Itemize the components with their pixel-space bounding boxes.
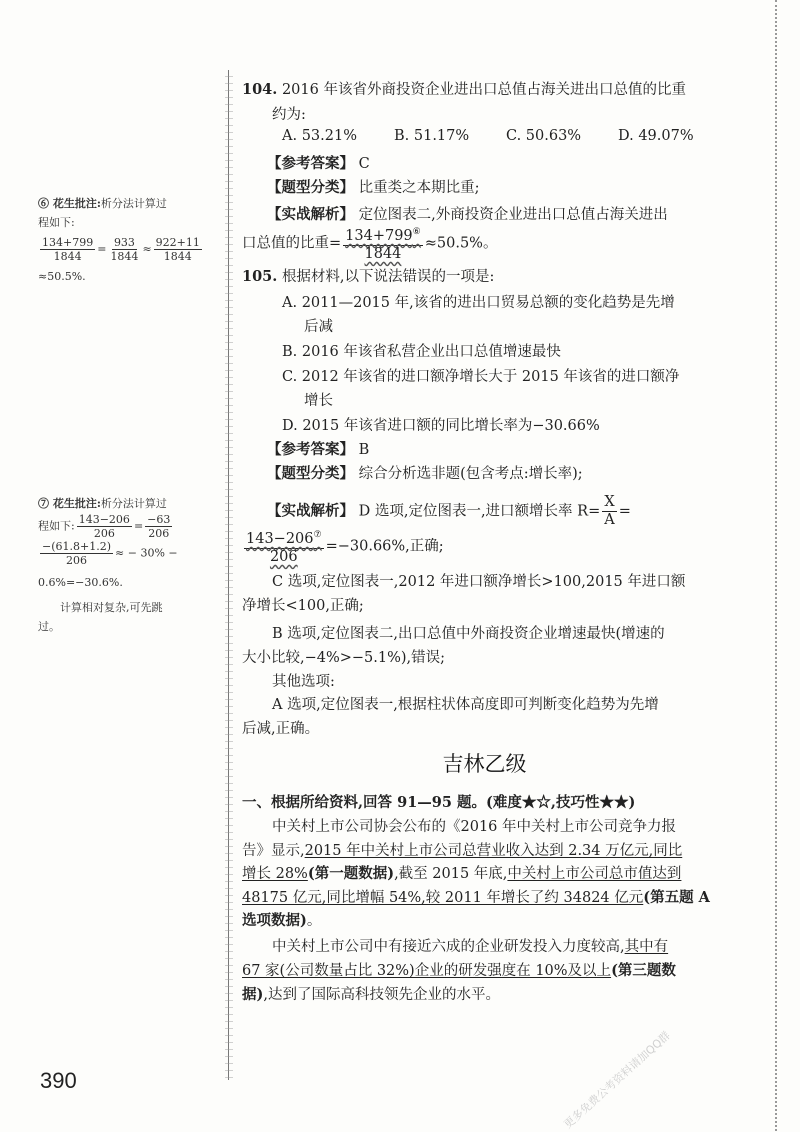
type-label: 【题型分类】 — [267, 179, 354, 196]
note-tip: 计算相对复杂,可先跳 — [60, 601, 163, 614]
note-text: 程如下: — [38, 216, 75, 229]
page-edge-perforation — [775, 0, 777, 1131]
page-number: 390 — [40, 1068, 77, 1093]
question-stem: 根据材料,以下说法错误的一项是: — [281, 269, 495, 285]
question-stem: 2016 年该省外商投资企业进出口总值占海关进出口总值的比重 — [281, 82, 686, 98]
analysis-label: 【实战解析】 — [267, 206, 354, 223]
paragraph-line: 增长 28%(第一题数据),截至 2015 年底,中关村上市公司总市值达到 — [242, 865, 682, 882]
fraction: $\frac{X}{A}$ — [604, 494, 615, 528]
analysis-c: C 选项,定位图表一,2012 年进口额净增长>100,2015 年进口额 — [272, 574, 686, 590]
note-text: 析分法计算过 — [100, 197, 167, 210]
part-heading: 一、根据所给资料,回答 91—95 题。(难度★☆,技巧性★★) — [242, 794, 636, 811]
question-stem: 约为: — [272, 107, 306, 123]
question-number: 105. — [242, 268, 278, 285]
question-number: 104. — [242, 81, 278, 98]
option-a: A. 53.21% — [282, 128, 357, 144]
note-text: ≈ − 30% − — [115, 546, 178, 560]
analysis-a-cont: 后减,正确。 — [242, 721, 320, 737]
answer-label: 【参考答案】 — [267, 441, 354, 458]
fraction: $\frac{143-206}{206}$ — [78, 513, 130, 540]
analysis-text: 口总值的比重= — [242, 235, 342, 252]
note-text: 程如下: — [38, 519, 75, 533]
option-d: D. 49.07% — [618, 128, 694, 144]
sidebar-note-6 — [38, 194, 223, 286]
note-label: ⑥ 花生批注: — [38, 197, 101, 210]
equals: = — [618, 503, 631, 520]
analysis-formula — [242, 527, 444, 566]
paragraph-line: 中关村上市公司中有接近六成的企业研发投入力度较高,其中有 — [272, 939, 669, 955]
note-tip: 过。 — [38, 620, 60, 633]
fraction: $\frac{922+11}{1844}$ — [155, 236, 200, 263]
option-a: A. 2011—2015 年,该省的进出口贸易总额的变化趋势是先增 — [282, 295, 675, 311]
option-b: B. 2016 年该省私营企业出口总值增速最快 — [282, 344, 561, 360]
fraction: $\frac{-63}{206}$ — [147, 513, 171, 540]
type-value: 比重类之本期比重; — [358, 180, 480, 196]
note-text: 0.6%=−30.6%. — [38, 576, 123, 589]
fraction: $\frac{143-206^⑦}{206}$ — [244, 527, 324, 566]
answer-label: 【参考答案】 — [267, 155, 354, 172]
paragraph-line: 告》显示,2015 年中关村上市公司总营业收入达到 2.34 万亿元,同比 — [242, 843, 683, 859]
column-divider — [228, 70, 237, 1080]
option-c-cont: 增长 — [304, 393, 333, 409]
fraction: $\frac{134+799^⑥}{1844}$ — [343, 224, 423, 263]
equals: = — [133, 519, 144, 533]
watermark: 更多免费公考资料请加QQ群 — [561, 1028, 673, 1132]
analysis-b: B 选项,定位图表二,出口总值中外商投资企业增速最快(增速的 — [272, 626, 665, 642]
fraction: $\frac{134+799}{1844}$ — [42, 236, 94, 263]
sidebar-note-7 — [38, 494, 223, 636]
option-b: B. 51.17% — [394, 128, 470, 144]
section-title: 吉林乙级 — [442, 752, 527, 776]
fraction: $\frac{933}{1844}$ — [110, 236, 139, 263]
analysis-formula — [242, 224, 497, 263]
paragraph-line: 67 家(公司数量占比 32%)企业的研发强度在 10%及以上(第三题数 — [242, 962, 676, 979]
option-d: D. 2015 年该省进口额的同比增长率为−30.66% — [282, 418, 600, 434]
paragraph-line: 中关村上市公司协会公布的《2016 年中关村上市公司竞争力报 — [272, 819, 677, 835]
type-label: 【题型分类】 — [267, 465, 354, 482]
analysis-text: ≈50.5%。 — [424, 235, 498, 252]
type-value: 综合分析选非题(包含考点:增长率); — [358, 466, 583, 482]
analysis-text: 定位图表二,外商投资企业进出口总值占海关进出 — [358, 207, 668, 223]
answer-value: C — [358, 156, 370, 172]
analysis-label: 【实战解析】 — [267, 502, 354, 520]
note-label: ⑦ 花生批注: — [38, 497, 101, 510]
option-c: C. 50.63% — [506, 128, 582, 144]
option-c: C. 2012 年该省的进口额净增长大于 2015 年该省的进口额净 — [282, 369, 680, 385]
note-result: ≈50.5%. — [38, 270, 86, 283]
analysis-other: 其他选项: — [272, 674, 335, 690]
note-text: 析分法计算过 — [100, 497, 167, 510]
analysis-text: D 选项,定位图表一,进口额增长率 R= — [358, 503, 601, 520]
analysis-c-cont: 净增长<100,正确; — [242, 598, 364, 614]
paragraph-line: 48175 亿元,同比增幅 54%,较 2011 年增长了约 34824 亿元(第五题 A — [242, 889, 710, 906]
fraction: $\frac{-(61.8+1.2)}{206}$ — [42, 540, 112, 567]
paragraph-line: 据),达到了国际高科技领先企业的水平。 — [242, 986, 500, 1003]
approx: ≈ — [142, 242, 152, 256]
paragraph-line: 选项数据)。 — [242, 912, 322, 929]
main-column — [242, 0, 727, 1131]
option-a-cont: 后减 — [304, 319, 333, 335]
analysis-text: =−30.66%,正确; — [325, 538, 444, 555]
answer-value: B — [358, 442, 370, 458]
analysis-a: A 选项,定位图表一,根据柱状体高度即可判断变化趋势为先增 — [272, 697, 659, 713]
equals: = — [97, 242, 107, 256]
analysis-b-cont: 大小比较,−4%>−5.1%),错误; — [242, 650, 446, 666]
